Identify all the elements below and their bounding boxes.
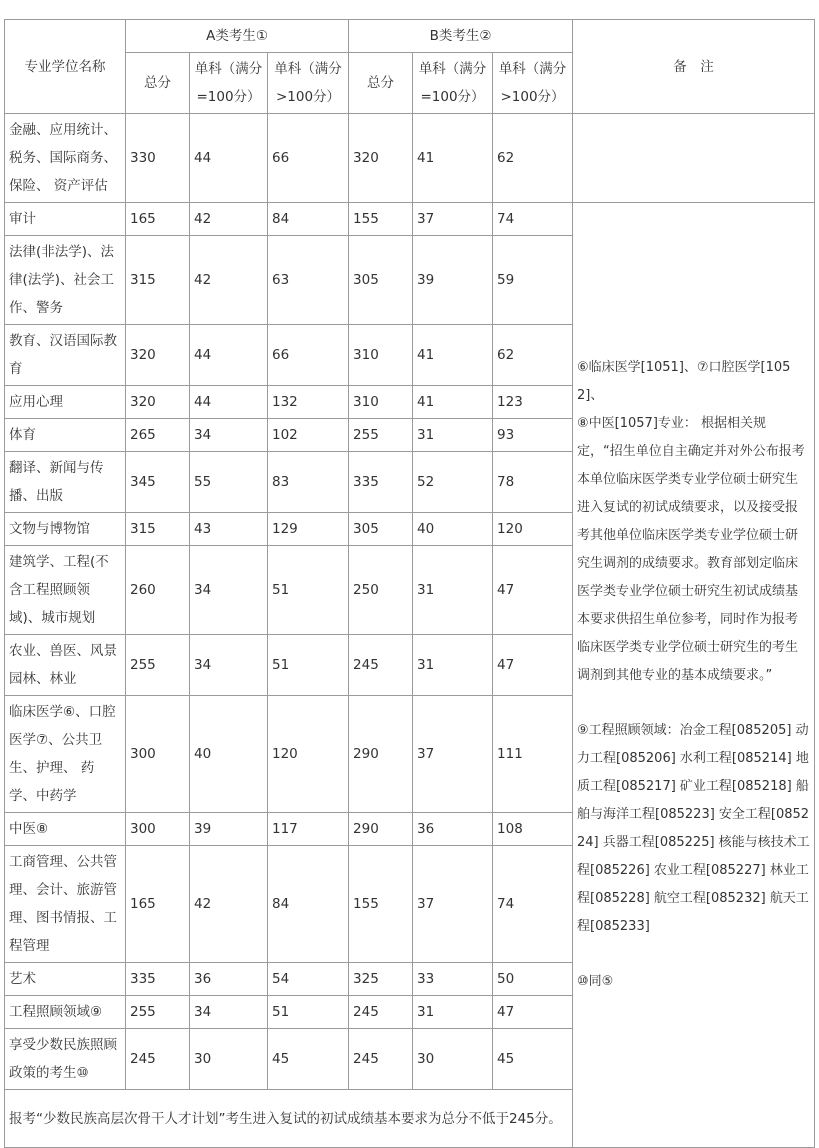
cell-a-total: 300 <box>126 696 190 813</box>
cell-a-s1: 34 <box>190 546 268 635</box>
cell-a-total: 265 <box>126 419 190 452</box>
cell-b-s1: 37 <box>413 696 493 813</box>
cell-b-s1: 40 <box>413 513 493 546</box>
row-subject-name: 金融、应用统计、税务、国际商务、保险、 资产评估 <box>5 114 126 203</box>
cell-a-s1: 55 <box>190 452 268 513</box>
cell-b-s2: 47 <box>493 996 573 1029</box>
cell-b-s2: 50 <box>493 963 573 996</box>
cell-b-s1: 30 <box>413 1029 493 1090</box>
remarks-empty-cell <box>573 114 815 203</box>
cell-a-total: 245 <box>126 1029 190 1090</box>
cell-a-total: 260 <box>126 546 190 635</box>
cell-a-total: 315 <box>126 513 190 546</box>
cell-b-total: 250 <box>349 546 413 635</box>
cell-a-total: 320 <box>126 325 190 386</box>
header-a-single-over100: 单科（满分>100分） <box>268 53 349 114</box>
cell-a-total: 315 <box>126 236 190 325</box>
cell-b-total: 305 <box>349 513 413 546</box>
cell-b-total: 310 <box>349 325 413 386</box>
cell-b-total: 310 <box>349 386 413 419</box>
cell-b-s2: 59 <box>493 236 573 325</box>
cell-a-s2: 120 <box>268 696 349 813</box>
cell-a-s1: 30 <box>190 1029 268 1090</box>
remarks-notes <box>573 203 815 1148</box>
cell-a-total: 255 <box>126 996 190 1029</box>
header-row-1 <box>5 20 815 53</box>
note-n2: ⑧中医[1057]专业： 根据相关规定，“招生单位自主确定并对外公布报考本单位临床医学类专业学位硕士研究生进入复试的初试成绩要求，以及接受报考其他单位临床医学类专业学位硕士研究生调剂的成绩要求。教育部划定临床医学类专业学位硕士研究生初试成绩基本要求供招生单位参考，同时作为报考临床医学类专业学位硕士研究生的考生调剂到其他专业的基本成绩要求。” <box>577 416 805 683</box>
cell-a-total: 165 <box>126 203 190 236</box>
cell-b-s1: 33 <box>413 963 493 996</box>
cell-a-s1: 42 <box>190 203 268 236</box>
header-subject: 专业学位名称 <box>5 20 126 114</box>
cell-a-s1: 44 <box>190 114 268 203</box>
cell-b-s2: 93 <box>493 419 573 452</box>
cell-a-total: 255 <box>126 635 190 696</box>
header-group-a: A类考生① <box>126 20 349 53</box>
row-subject-name: 享受少数民族照顾政策的考生⑩ <box>5 1029 126 1090</box>
cell-b-total: 335 <box>349 452 413 513</box>
row-subject-name: 文物与博物馆 <box>5 513 126 546</box>
row-subject-name: 翻译、新闻与传播、出版 <box>5 452 126 513</box>
cell-a-total: 330 <box>126 114 190 203</box>
row-subject-name: 教育、汉语国际教育 <box>5 325 126 386</box>
cell-b-s2: 120 <box>493 513 573 546</box>
cell-a-s1: 40 <box>190 696 268 813</box>
cell-b-s1: 41 <box>413 114 493 203</box>
cell-b-total: 245 <box>349 996 413 1029</box>
cell-a-s2: 45 <box>268 1029 349 1090</box>
cell-b-s2: 74 <box>493 203 573 236</box>
cell-b-s1: 31 <box>413 546 493 635</box>
cell-a-s1: 39 <box>190 813 268 846</box>
cell-a-s1: 36 <box>190 963 268 996</box>
cell-a-total: 165 <box>126 846 190 963</box>
note-n1: ⑥临床医学[1051]、⑦口腔医学[1052]、 <box>577 360 791 403</box>
cell-b-s1: 39 <box>413 236 493 325</box>
cell-b-total: 245 <box>349 1029 413 1090</box>
cell-a-s2: 117 <box>268 813 349 846</box>
header-remarks: 备 注 <box>573 20 815 114</box>
cell-a-s1: 42 <box>190 236 268 325</box>
header-a-single-100: 单科（满分=100分） <box>190 53 268 114</box>
cell-b-total: 305 <box>349 236 413 325</box>
note-n4: ⑩同⑤ <box>577 974 614 989</box>
row-subject-name: 农业、兽医、风景园林、林业 <box>5 635 126 696</box>
cell-a-s1: 44 <box>190 325 268 386</box>
cell-a-total: 300 <box>126 813 190 846</box>
cell-a-s1: 34 <box>190 635 268 696</box>
cell-a-s2: 84 <box>268 846 349 963</box>
cell-a-s1: 42 <box>190 846 268 963</box>
cell-a-s2: 63 <box>268 236 349 325</box>
cell-b-s2: 47 <box>493 546 573 635</box>
cell-a-s2: 66 <box>268 325 349 386</box>
table-row <box>5 114 815 203</box>
cell-b-total: 155 <box>349 846 413 963</box>
cell-a-s1: 34 <box>190 419 268 452</box>
cell-a-s2: 132 <box>268 386 349 419</box>
cell-a-s1: 44 <box>190 386 268 419</box>
cell-a-s2: 66 <box>268 114 349 203</box>
note-n3: ⑨工程照顾领域：冶金工程[085205] 动力工程[085206] 水利工程[085214] 地质工程[085217] 矿业工程[085218] 船舶与海洋工程[085223] 安全工程[085224] 兵器工程[085225] 核能与核技术工程[085226] 农业工程[085227] 林业工程[085228] 航空工程[085232] 航天工程[085233] <box>577 723 810 934</box>
cell-b-s1: 37 <box>413 203 493 236</box>
cell-b-total: 320 <box>349 114 413 203</box>
cell-b-s2: 62 <box>493 114 573 203</box>
header-a-total: 总分 <box>126 53 190 114</box>
header-b-single-100: 单科（满分=100分） <box>413 53 493 114</box>
row-subject-name: 工商管理、公共管理、会计、旅游管理、图书情报、工程管理 <box>5 846 126 963</box>
cell-b-s2: 74 <box>493 846 573 963</box>
cell-a-s2: 51 <box>268 996 349 1029</box>
cell-b-s2: 123 <box>493 386 573 419</box>
header-b-total: 总分 <box>349 53 413 114</box>
header-b-single-over100: 单科（满分>100分） <box>493 53 573 114</box>
cell-a-s1: 43 <box>190 513 268 546</box>
cell-b-s1: 36 <box>413 813 493 846</box>
cell-a-s1: 34 <box>190 996 268 1029</box>
cell-b-s1: 52 <box>413 452 493 513</box>
row-subject-name: 工程照顾领域⑨ <box>5 996 126 1029</box>
cell-b-s1: 31 <box>413 996 493 1029</box>
row-subject-name: 临床医学⑥、口腔医学⑦、公共卫生、护理、 药学、中药学 <box>5 696 126 813</box>
cell-b-total: 155 <box>349 203 413 236</box>
cell-a-s2: 51 <box>268 635 349 696</box>
row-subject-name: 中医⑧ <box>5 813 126 846</box>
cell-b-s1: 31 <box>413 635 493 696</box>
cell-a-s2: 83 <box>268 452 349 513</box>
row-subject-name: 体育 <box>5 419 126 452</box>
cell-b-total: 255 <box>349 419 413 452</box>
row-subject-name: 建筑学、工程(不含工程照顾领域)、城市规划 <box>5 546 126 635</box>
cell-b-total: 290 <box>349 696 413 813</box>
cell-a-total: 345 <box>126 452 190 513</box>
cell-a-s2: 54 <box>268 963 349 996</box>
cell-b-s2: 108 <box>493 813 573 846</box>
cell-a-s2: 129 <box>268 513 349 546</box>
cell-a-s2: 51 <box>268 546 349 635</box>
cell-b-s1: 41 <box>413 325 493 386</box>
table-row <box>5 203 815 236</box>
cell-b-s1: 37 <box>413 846 493 963</box>
cell-b-s2: 45 <box>493 1029 573 1090</box>
cell-b-s1: 41 <box>413 386 493 419</box>
row-subject-name: 应用心理 <box>5 386 126 419</box>
row-subject-name: 艺术 <box>5 963 126 996</box>
cell-b-total: 290 <box>349 813 413 846</box>
score-requirements-table <box>4 19 815 1148</box>
cell-b-s2: 47 <box>493 635 573 696</box>
cell-a-s2: 102 <box>268 419 349 452</box>
cell-b-s2: 111 <box>493 696 573 813</box>
cell-b-total: 325 <box>349 963 413 996</box>
header-group-b: B类考生② <box>349 20 573 53</box>
footer-note: 报考“少数民族高层次骨干人才计划”考生进入复试的初试成绩基本要求为总分不低于245分。 <box>5 1090 573 1148</box>
cell-b-total: 245 <box>349 635 413 696</box>
cell-a-total: 320 <box>126 386 190 419</box>
cell-b-s1: 31 <box>413 419 493 452</box>
cell-b-s2: 62 <box>493 325 573 386</box>
cell-b-s2: 78 <box>493 452 573 513</box>
row-subject-name: 审计 <box>5 203 126 236</box>
cell-a-total: 335 <box>126 963 190 996</box>
cell-a-s2: 84 <box>268 203 349 236</box>
row-subject-name: 法律(非法学)、法律(法学)、社会工作、警务 <box>5 236 126 325</box>
